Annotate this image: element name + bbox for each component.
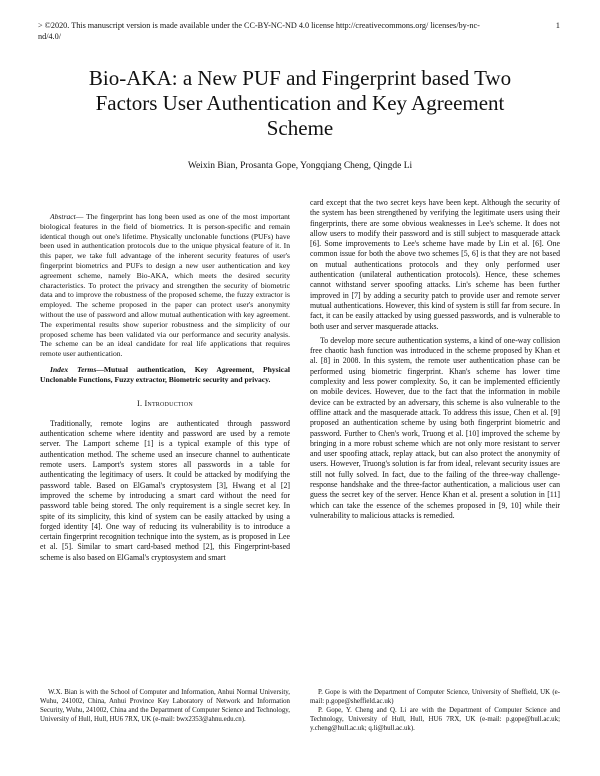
footnote-text: P. Gope, Y. Cheng and Q. Li are with the Department of Computer Science and Technology, University of Hull, Hull, HU6 7RX, UK (e-mail: p.gope@hull.ac.uk; y.cheng@hull.ac.uk; q.li@hull.ac.uk). [310,707,560,732]
footnote-text: P. Gope is with the Department of Computer Science, University of Sheffield, UK (e-mail: p.gope@sheffield.ac.uk) [310,689,560,705]
footnote-affiliation-right [310,688,560,733]
body-paragraph: To develop more secure authentication systems, a kind of one-way collision free chaotic hash function was introduced in the scheme proposed by Khan et al. [8] in 2008. In this system, the remote user authentication phase can be performed using biometric fingerprint. Khan's scheme has lower time complexity and less power complexity. So, it can be implemented efficiently on mobile devices. However, due to the fact that the information in mobile device can be extracted by an adversary, this scheme is also vulnerable to the offline attack and the masquerade attack. To address this issue, Chen et al. [9] proposed an authentication scheme by using both fingerprint biometric and password. Further to Chen's work, Truong et al. [10] improved the scheme by bringing in a more robust scheme which are not only more resistant to server and user spoofing attack, replay attack, but can also protect the anonymity of users. However, Truong's solution is far from ideal, relevant security issues are still not fully solved. In fact, due to the failing of the three-way challenge-response handshake and the three-factor authentication, a malicious user can guess the secret key of the server. Hence Khan et al. present a solution in [11] which can take the essence of the schemes proposed in [9, 10] while their vulnerability to malicious attacks is remedied. [310,335,560,520]
abstract [40,212,290,359]
right-column [310,198,560,525]
section-number: I. [137,398,143,408]
footnote-text: W.X. Bian is with the School of Computer and Information, Anhui Normal University, Wuhu, 241002, China, Anhui Province Key Laboratory of Network and Information Security, Wuhu, 241002, China and the Department of Computer Science and Technology, University of Hull, Hull, HU6 7RX, UK (e-mail: bwx2353@ahnu.edu.cn). [40,689,290,723]
body-paragraph: card except that the two secret keys have been kept. Although the security of the system has been strengthened by verifying the legitimate users using their fingerprints, there are some obvious weaknesses in Lee's scheme. It does not allow users to modify their password and is still subject to masquerade attack [6]. Some improvements to Lee's scheme have made by Lin et al. [6]. One common issue for both the above two schemes [5, 6] is that they are not based on mutual authentications protocols and they only performed user authentication (unilateral authentication protocols). Hence, these schemes cannot withstand server spoofing attacks. Lin's scheme has been further improved in [7] by adding a security patch to provide user and remote server mutual authentications. However, this kind of system is still far from secure. In fact, it can be easily attacked by using guessed passwords, and is vulnerable to both user and server masquerade attacks. [310,198,560,331]
page-number: 1 [555,20,560,30]
left-column [40,212,290,567]
author-list: Weixin Bian, Prosanta Gope, Yongqiang Cheng, Qingde Li [187,161,413,171]
section-heading-introduction [40,399,290,409]
index-terms [40,365,290,385]
body-paragraph: Traditionally, remote logins are authenticated through password authentication scheme where identity and password are used by a remote server. The Lamport scheme [1] is a typical example of this type of authentication method. The scheme used an insecure channel to authenticate remote users. Lamport's system stores all passwords in a table for authenticating the legitimacy of users. It could be attacked by modifying the password table. Based on ElGamal's cryptosystem [3], Hwang et al [2] improved the scheme by introducing a smart card without the need for password table being stored. The only requirement is a single secret key. In spite of its simplicity, this kind of system can be easily attacked by using a forged identity [4]. One way of reducing its vulnerability is to introduce a certain fingerprint recognition technique into the system, as is proposed in Lee et al. [5]. Similar to smart card-based method [2], this Fingerprint-based scheme is also based on ElGamal's cryptosystem and smart [40,418,290,562]
footnote-affiliation-left [40,688,290,724]
index-terms-text: —Mutual authentication, Key Agreement, Physical Unclonable Functions, Fuzzy extractor, Biometric security and privacy. [40,364,290,384]
abstract-label: Abstract [50,212,76,221]
index-terms-label: Index Terms [50,364,97,374]
paper-title: Bio-AKA: a New PUF and Fingerprint based Two Factors User Authentication and Key Agreement Scheme [88,66,512,140]
abstract-text: — The fingerprint has long been used as one of the most important biological features in the field of biometrics. It is person-specific and remain identical though out one's lifetime. Physically unclonable functions (PUFs) have been used in authentication protocols due to the unique physical feature of it. In this paper, we take full advantage of the inherent security features of user's fingerprint biometrics and PUFs to design a new user authentication and key agreement scheme, namely Bio-AKA, which meets the desired security characteristics. To protect the privacy and strengthen the security of biometric data and to improve the robustness of the proposed scheme, the fuzzy extractor is employed. The scheme proposed in the paper can protect user's anonymity without the use of password and allow mutual authentication with key agreement. The experimental results show superior robustness and the simplicity of our proposed scheme has been validated via our performance and security analysis. The scheme can be an ideal candidate for real life applications that requires remote user authentication. [40,212,290,359]
section-title: Introduction [144,398,193,408]
license-note: > ©2020. This manuscript version is made available under the CC-BY-NC-ND 4.0 license http://creativecommons.org/ licenses/by-nc-nd/4.0/ [38,21,480,41]
